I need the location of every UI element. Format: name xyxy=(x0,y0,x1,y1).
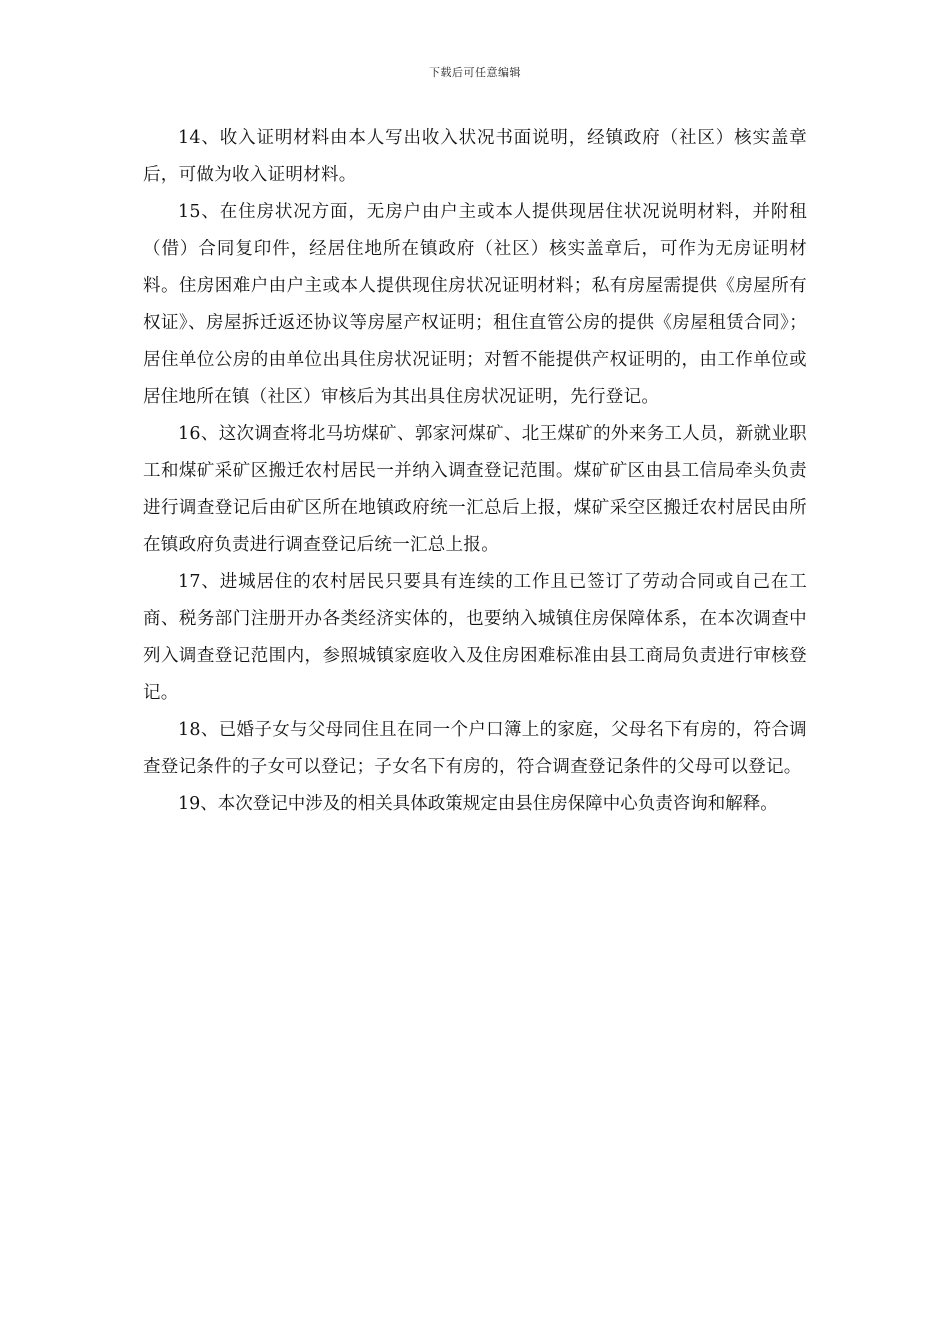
page-header-note: 下载后可任意编辑 xyxy=(429,66,521,79)
paragraph-15: 15、在住房状况方面，无房户由户主或本人提供现居住状况说明材料，并附租（借）合同复印件，经居住地所在镇政府（社区）核实盖章后，可作为无房证明材料。住房困难户由户主或本人提供现住房状况证明材料；私有房屋需提供《房屋所有权证》、房屋拆迁返还协议等房屋产权证明；租住直管公房的提供《房屋租赁合同》；居住单位公房的由单位出具住房状况证明；对暂不能提供产权证明的，由工作单位或居住地所在镇（社区）审核后为其出具住房状况证明，先行登记。 xyxy=(143,202,807,407)
paragraph-17: 17、进城居住的农村居民只要具有连续的工作且已签订了劳动合同或自己在工商、税务部门注册开办各类经济实体的，也要纳入城镇住房保障体系，在本次调查中列入调查登记范围内，参照城镇家庭收入及住房困难标准由县工商局负责进行审核登记。 xyxy=(143,572,807,703)
paragraph-19: 19、本次登记中涉及的相关具体政策规定由县住房保障中心负责咨询和解释。 xyxy=(178,794,778,814)
paragraph-18: 18、已婚子女与父母同住且在同一个户口簿上的家庭，父母名下有房的，符合调查登记条件的子女可以登记；子女名下有房的，符合调查登记条件的父母可以登记。 xyxy=(143,720,807,777)
paragraph-16: 16、这次调查将北马坊煤矿、郭家河煤矿、北王煤矿的外来务工人员，新就业职工和煤矿采矿区搬迁农村居民一并纳入调查登记范围。煤矿矿区由县工信局牵头负责进行调查登记后由矿区所在地镇政府统一汇总后上报，煤矿采空区搬迁农村居民由所在镇政府负责进行调查登记后统一汇总上报。 xyxy=(143,424,807,555)
paragraph-14: 14、收入证明材料由本人写出收入状况书面说明，经镇政府（社区）核实盖章后，可做为收入证明材料。 xyxy=(143,128,807,185)
document-body xyxy=(143,120,807,823)
